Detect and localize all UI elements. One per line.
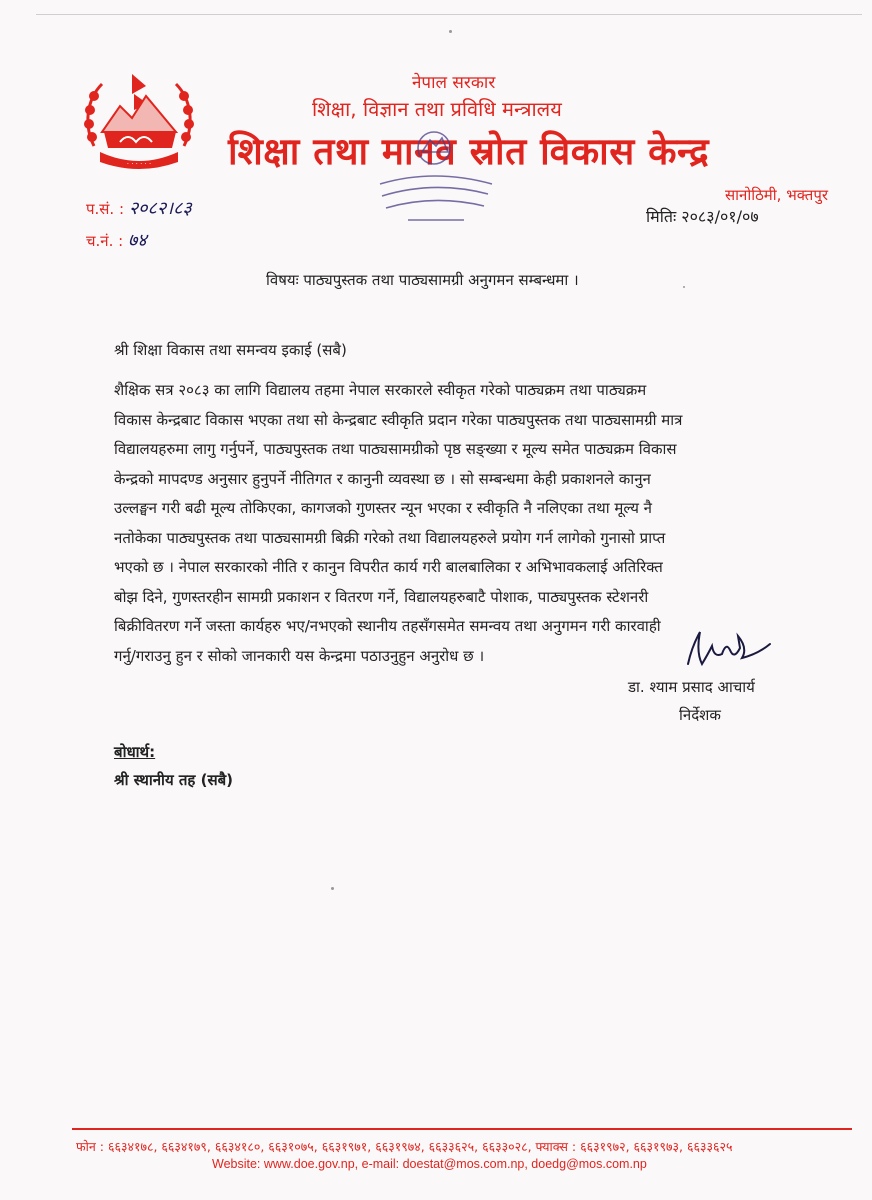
footer-web-email: Website: www.doe.gov.np, e-mail: doestat@mos.com.np, doedg@mos.com.np — [212, 1157, 647, 1171]
footer-divider — [72, 1128, 852, 1130]
office-location: सानोठिमी, भक्तपुर — [724, 186, 828, 204]
body-line: भएको छ । नेपाल सरकारको नीति र कानुन विपरीत कार्य गरी बालबालिका र अभिभावकलाई अतिरिक्त — [114, 558, 663, 576]
letter-number — [86, 196, 192, 220]
paper-speck — [449, 30, 452, 33]
body-line: केन्द्रको मापदण्ड अनुसार हुनुपर्ने नीतिगत र कानुनी व्यवस्था छ । सो सम्बन्धमा केही प्रकाशनले कानुन — [114, 469, 651, 488]
top-border — [36, 14, 862, 15]
letter-subject: विषयः पाठ्यपुस्तक तथा पाठ्यसामग्री अनुगमन सम्बन्धमा । — [266, 271, 579, 289]
office-seal-stamp — [360, 128, 508, 236]
dispatch-number-value: ७४ — [128, 230, 147, 251]
letter-addressee: श्री शिक्षा विकास तथा समन्वय इकाई (सबै) — [114, 341, 347, 359]
svg-text:· · · · · ·: · · · · · · — [126, 160, 152, 168]
signatory-name: डा. श्याम प्रसाद आचार्य — [628, 678, 755, 696]
dispatch-number — [86, 228, 147, 252]
body-line: बिक्रीवितरण गर्ने जस्ता कार्यहरु भए/नभएको स्थानीय तहसँगसमेत समन्वय तथा अनुगमन गरी कारवाही — [114, 617, 661, 635]
paper-speck — [331, 887, 334, 890]
signatory-title: निर्देशक — [679, 706, 721, 724]
body-line: उल्लङ्घन गरी बढी मूल्य तोकिएका, कागजको गुणस्तर न्यून भएका र स्वीकृति नै नलिएका तथा मूल्य नै — [114, 499, 653, 517]
body-line: शैक्षिक सत्र २०८३ का लागि विद्यालय तहमा नेपाल सरकारले स्वीकृत गरेको पाठ्यक्रम तथा पाठ्यक्रम — [114, 381, 647, 399]
letter-number-label: प.सं. : — [86, 200, 125, 218]
body-line: बोझ दिने, गुणस्तरहीन सामग्री प्रकाशन र वितरण गर्ने, विद्यालयहरुबाटै पोशाक, पाठ्यपुस्तक स्टेशनरी — [114, 587, 649, 606]
dispatch-number-label: च.नं. : — [86, 232, 124, 250]
cc-item: श्री स्थानीय तह (सबै) — [114, 771, 234, 789]
paper-speck — [683, 286, 685, 288]
ministry-name: शिक्षा, विज्ञान तथा प्रविधि मन्त्रालय — [312, 97, 562, 121]
letter-number-value: २०८२।८३ — [128, 198, 192, 219]
letter-body — [114, 379, 760, 674]
letter-date: मितिः २०८३/०१/०७ — [646, 207, 759, 226]
body-line: गर्नु/गराउनु हुन र सोको जानकारी यस केन्द्रमा पठाउनुहुन अनुरोध छ । — [114, 646, 485, 665]
body-line: विद्यालयहरुमा लागु गर्नुपर्ने, पाठ्यपुस्तक तथा पाठ्यसामग्रीको पृष्ठ सङ्ख्या र मूल्य समेत पाठ्यक्रम विकास — [114, 440, 677, 458]
footer-contact-numbers: फोन : ६६३४१७८, ६६३४१७९, ६६३४१८०, ६६३१०७५, ६६३१९७१, ६६३१९७४, ६६३३६२५, ६६३३०२८, फ्याक्स : ६६३१९७२, ६६३१९७३, ६६३३६२५ — [76, 1139, 733, 1154]
nepal-emblem-icon — [80, 66, 198, 176]
body-line: विकास केन्द्रबाट विकास भएका तथा सो केन्द्रबाट स्वीकृति प्रदान गरेका पाठ्यपुस्तक तथा पाठ्यसामग्री मात्र — [114, 410, 683, 429]
office-name: शिक्षा तथा मानव स्रोत विकास केन्द्र — [228, 130, 710, 173]
body-line: नतोकेका पाठ्यपुस्तक तथा पाठ्यसामग्री बिक्री गरेको तथा विद्यालयहरुले प्रयोग गर्न लागेको गुनासो प्राप्त — [114, 528, 666, 547]
cc-heading: बोधार्थ: — [114, 743, 156, 761]
government-name: नेपाल सरकार — [412, 73, 496, 93]
signature-mark — [678, 624, 778, 674]
